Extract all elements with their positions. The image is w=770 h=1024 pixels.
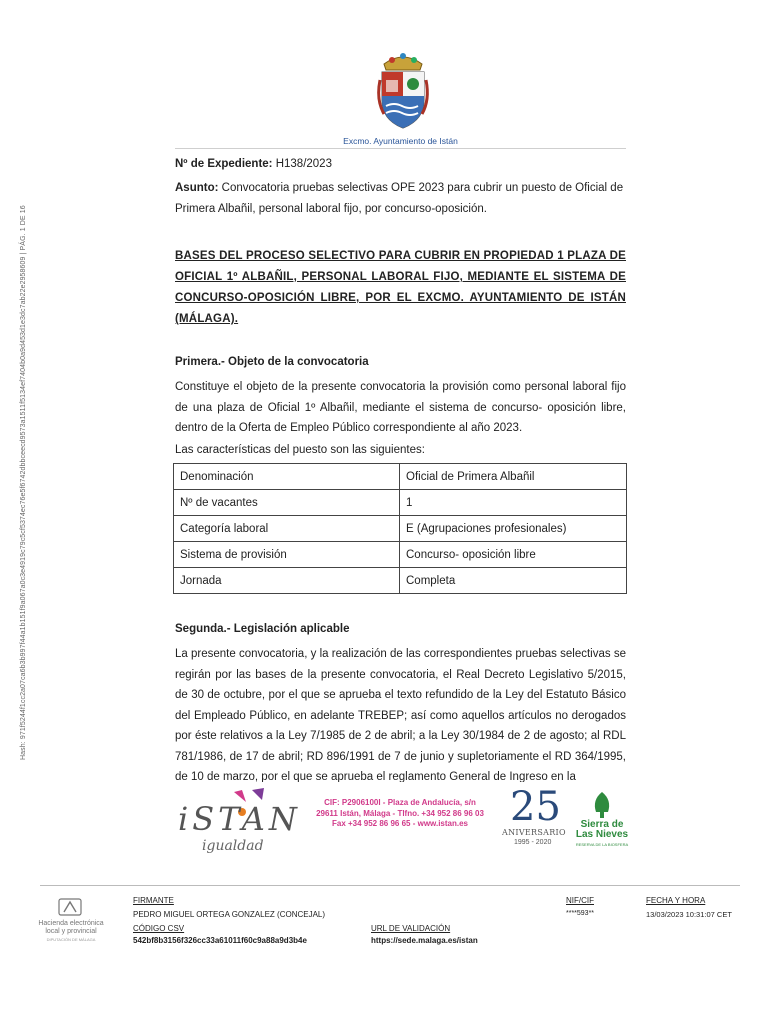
coat-of-arms-icon <box>372 50 434 130</box>
table-row <box>174 568 627 594</box>
footer-address <box>300 798 500 830</box>
table-key: Denominación <box>174 464 400 490</box>
firmante-value: PEDRO MIGUEL ORTEGA GONZALEZ (CONCEJAL) <box>133 910 326 919</box>
table-value: 1 <box>400 490 627 516</box>
firmante-label: FIRMANTE <box>133 896 174 905</box>
footer-address-line1: CIF: P2906100I - Plaza de Andalucía, s/n <box>324 798 476 807</box>
asunto-block <box>175 178 626 219</box>
table-row <box>174 490 627 516</box>
nif-label: NIF/CIF <box>566 896 594 905</box>
section-primera-paragraph: Constituye el objeto de la presente convocatoria la provisión como personal laboral fijo de una plaza de Oficial 1º Albañil, mediante el sistema de concurso- oposición libre, dentro de la Oferta de Empleo Público correspondiente al año 2023. <box>175 381 626 434</box>
istan-logo-text: iSTAN <box>178 800 301 838</box>
bases-title: BASES DEL PROCESO SELECTIVO PARA CUBRIR EN PROPIEDAD 1 PLAZA DE OFICIAL 1º ALBAÑIL, PERSONAL LABORAL FIJO, MEDIANTE EL SISTEMA DE CONCURSO-OPOSICIÓN LIBRE, POR EL EXCMO. AYUNTAMIENTO DE ISTÁN (MÁLAGA). <box>175 250 626 325</box>
sierra-line2: Las Nieves <box>575 829 629 840</box>
validation-url-link[interactable]: https://sede.malaga.es/istan <box>371 936 478 945</box>
asunto-line1: Convocatoria pruebas selectivas OPE 2023 para cubrir un puesto de Oficial de <box>221 182 624 194</box>
fecha-label: FECHA Y HORA <box>646 896 706 905</box>
table-key: Categoría laboral <box>174 516 400 542</box>
expediente-label: Nº de Expediente: <box>175 158 273 170</box>
sierra-line3: RESERVA DE LA BIOSFERA <box>575 842 629 847</box>
url-label: URL DE VALIDACIÓN <box>371 924 451 933</box>
nif-value: ****593** <box>566 910 595 917</box>
hacienda-line1: Hacienda electrónica <box>38 920 104 927</box>
sierra-line1: Sierra de <box>580 819 624 830</box>
table-key: Jornada <box>174 568 400 594</box>
section-segunda-heading: Segunda.- Legislación aplicable <box>175 623 350 635</box>
footer-address-line2: 29611 Istán, Málaga - Tlfno. +34 952 86 96 03 <box>316 808 484 818</box>
side-hash-stamp: Hash: 971f5244f1cc2a07ca6b3b997f44a1b151f9a067a0c3e4919c79c5cf5374ec76e5f6742dbbceecd9573a1511f5134ef7404b0a9d453d1e3dc7ab22e2958609 | PÁG. 1 DE 16 <box>20 205 27 760</box>
hacienda-emblem-icon <box>58 898 82 916</box>
table-value: Concurso- oposición libre <box>400 542 627 568</box>
table-intro: Las características del puesto son las siguientes: <box>175 444 425 456</box>
asunto-line2: Primera Albañil, personal laboral fijo, por concurso-oposición. <box>175 202 487 215</box>
section-segunda-paragraph: La presente convocatoria, y la realización de las correspondientes pruebas selectivas se regirán por las bases de la presente convocatoria, el Real Decreto Legislativo 5/2015, de 30 de octubre, por el que se aprueba el texto refundido de la Ley del Estatuto Básico del Empleado Público, en adelante TREBEP; así como aquellos artículos no derogados por éste relativos a la Ley 7/1985 de 2 de abril; a la Ley 30/1984 de 2 de agosto; al RDL 781/1986, de 17 de abril; RD 896/1991 de 7 de junio y supletoriamente el RD 364/1995, de 10 de marzo, por el que se aprueba el reglamento General de Ingreso en la <box>175 648 626 782</box>
table-row <box>174 464 627 490</box>
csv-value[interactable]: 542bf8b3156f326cc33a61011f60c9a88a9d3b4e <box>133 936 307 945</box>
anniversary-years: 1995 - 2020 <box>514 839 552 846</box>
tree-icon <box>574 790 630 820</box>
header-divider <box>175 148 626 149</box>
table-value: Completa <box>400 568 627 594</box>
section-primera-heading: Primera.- Objeto de la convocatoria <box>175 356 369 368</box>
characteristics-table <box>173 463 627 594</box>
signature-divider <box>40 885 740 886</box>
igualdad-text: igualdad <box>202 838 264 854</box>
footer-address-line3: Fax +34 952 86 96 65 - www.istan.es <box>331 819 468 828</box>
table-key: Nº de vacantes <box>174 490 400 516</box>
hacienda-line2: local y provincial <box>45 928 97 935</box>
institution-name: Excmo. Ayuntamiento de Istán <box>343 136 458 146</box>
table-row <box>174 542 627 568</box>
anniversary-number: 25 <box>510 784 561 830</box>
anniversary-word: ANIVERSARIO <box>502 828 566 837</box>
table-value: E (Agrupaciones profesionales) <box>400 516 627 542</box>
csv-label: CÓDIGO CSV <box>133 924 185 933</box>
table-row <box>174 516 627 542</box>
expediente-value: H138/2023 <box>275 158 332 170</box>
anniversary-logo <box>502 784 572 852</box>
table-key: Sistema de provisión <box>174 542 400 568</box>
istan-igualdad-logo <box>172 788 301 860</box>
table-value: Oficial de Primera Albañil <box>400 464 627 490</box>
hacienda-line3: DIPUTACIÓN DE MÁLAGA <box>46 937 96 942</box>
asunto-label: Asunto: <box>175 182 219 194</box>
hacienda-logo <box>36 898 116 948</box>
fecha-value: 13/03/2023 10:31:07 CET <box>646 910 732 919</box>
expediente-line <box>175 154 626 175</box>
sierra-nieves-logo <box>574 790 630 854</box>
